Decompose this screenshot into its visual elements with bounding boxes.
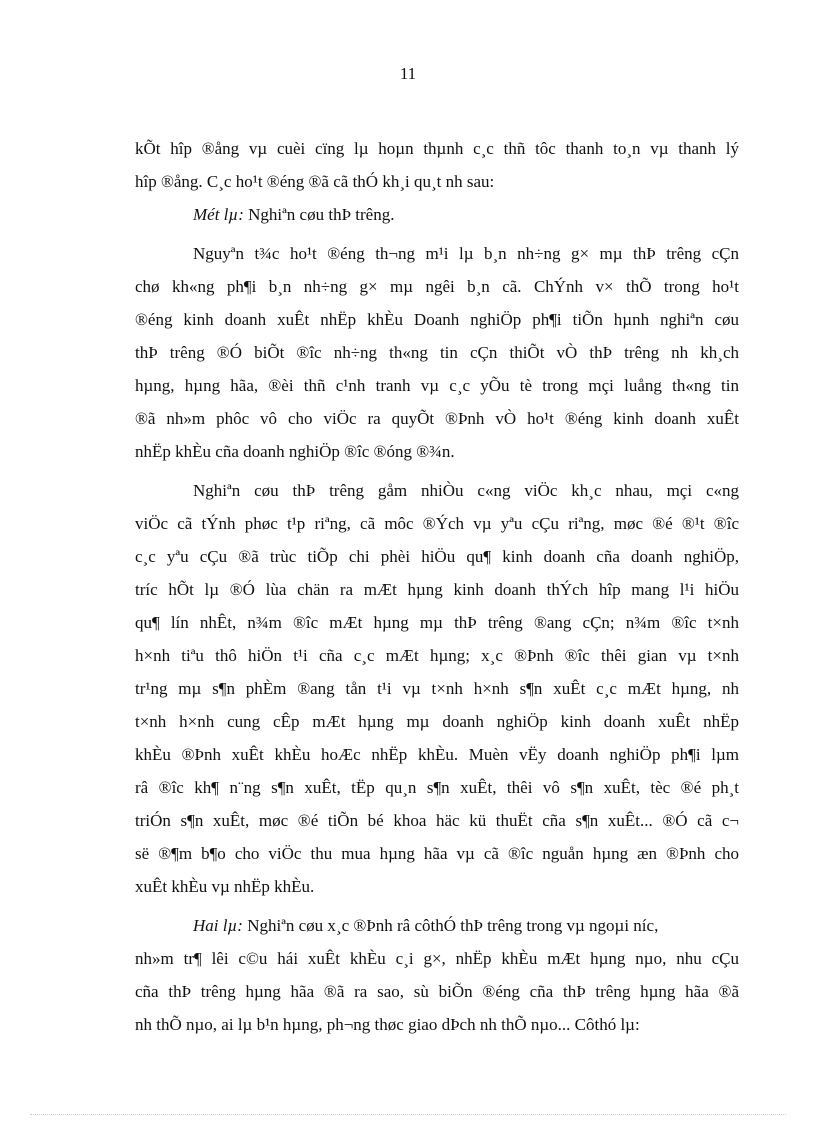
text-line: khÈu ®Þnh xuÊt khÈu hoÆc nhËp khÈu. Muèn vËy doanh nghiÖp ph¶i lµm	[135, 745, 739, 764]
text-line: tríc hÕt lµ ®Ó lùa chän ra mÆt hµng kinh doanh thÝch hîp mang l¹i hiÖu	[135, 580, 739, 599]
paragraph-lead: Hai lµ:	[193, 916, 243, 935]
text-line: qu¶ lín nhÊt, n¾m ®îc mÆt hµng mµ thÞ trêng ®ang cÇn; n¾m ®îc t×nh	[135, 613, 739, 632]
text-line-rest: Nghiªn cøu thÞ trêng.	[243, 205, 395, 224]
text-line: nhËp khÈu cña doanh nghiÖp ®îc ®óng ®¾n.	[135, 442, 455, 461]
page-number: 11	[399, 64, 417, 83]
paragraph-5	[135, 909, 739, 1041]
text-line-rest: Nghiªn cøu x¸c ®Þnh râ côthÓ thÞ trêng trong vµ ngoµi níc,	[242, 916, 659, 935]
document-body	[135, 132, 739, 1041]
text-line: Nguyªn t¾c ho¹t ®éng th¬ng m¹i lµ b¸n nh÷ng g× mµ thÞ trêng cÇn	[193, 244, 739, 263]
text-line: ®éng kinh doanh xuÊt nhËp khÈu Doanh nghiÖp ph¶i tiÕn hµnh nghiªn cøu	[135, 310, 739, 329]
text-line: së ®¶m b¶o cho viÖc thu mua hµng hãa vµ cã ®îc nguån hµng æn ®Þnh cho	[135, 844, 739, 863]
paragraph-1	[135, 132, 739, 198]
paragraph-2	[135, 198, 739, 231]
text-line: chø kh«ng ph¶i b¸n nh÷ng g× mµ ngêi b¸n cã. ChÝnh v× thÕ trong ho¹t	[135, 277, 739, 296]
paragraph-3	[135, 237, 739, 468]
text-line: t×nh h×nh cung cÊp mÆt hµng mµ doanh nghiÖp kinh doanh xuÊt nhËp	[135, 712, 739, 731]
paragraph-lead: Mét lµ:	[193, 205, 244, 224]
text-line	[135, 198, 739, 231]
text-line: râ ®îc kh¶ n¨ng s¶n xuÊt, tËp qu¸n s¶n xuÊt, thêi vô s¶n xuÊt, tèc ®é ph¸t	[135, 778, 739, 797]
text-line: xuÊt khÈu vµ nhËp khÈu.	[135, 877, 315, 896]
text-line: cña thÞ trêng hµng hãa ®ã ra sao, sù biÕn ®éng cña thÞ trêng hµng hãa ®ã	[135, 982, 739, 1001]
text-line: nh thÕ nµo, ai lµ b¹n hµng, ph¬ng thøc giao dÞch nh thÕ nµo... Côthó lµ:	[135, 1015, 640, 1034]
text-line: c¸c yªu cÇu ®ã trùc tiÕp chi phèi hiÖu qu¶ kinh doanh cña doanh nghiÖp,	[135, 547, 739, 566]
text-line: h×nh tiªu thô hiÖn t¹i cña c¸c mÆt hµng; x¸c ®Þnh ®îc thêi gian vµ t×nh	[135, 646, 739, 665]
text-line	[135, 909, 739, 942]
text-line: Nghiªn cøu thÞ trêng gåm nhiÒu c«ng viÖc kh¸c nhau, mçi c«ng	[193, 481, 739, 500]
text-line: ®ã nh»m phôc vô cho viÖc ra quyÕt ®Þnh vÒ ho¹t ®éng kinh doanh xuÊt	[135, 409, 739, 428]
paragraph-4	[135, 474, 739, 903]
text-line: hµng, hµng hãa, ®èi thñ c¹nh tranh vµ c¸c yÕu tè trong mçi luång th«ng tin	[135, 376, 739, 395]
text-line: nh»m tr¶ lêi c©u hái xuÊt khÈu c¸i g×, nhËp khÈu mÆt hµng nµo, nhu cÇu	[135, 949, 739, 968]
text-line: hîp ®ång. C¸c ho¹t ®éng ®ã cã thÓ kh¸i qu¸t nh sau:	[135, 172, 495, 191]
text-line: viÖc cã tÝnh phøc t¹p riªng, cã môc ®Ých vµ yªu cÇu riªng, møc ®é ®¹t ®îc	[135, 514, 739, 533]
text-line: kÕt hîp ®ång vµ cuèi cïng lµ hoµn thµnh c¸c thñ tôc thanh to¸n vµ thanh lý	[135, 139, 739, 158]
bottom-divider	[30, 1114, 786, 1115]
text-line: thÞ trêng ®Ó biÕt ®îc nh÷ng th«ng tin cÇn thiÕt vÒ thÞ trêng nh kh¸ch	[135, 343, 739, 362]
text-line: tr¹ng mµ s¶n phÈm ®ang tån t¹i vµ t×nh h×nh s¶n xuÊt c¸c mÆt hµng, nh	[135, 679, 739, 698]
text-line: triÓn s¶n xuÊt, møc ®é tiÕn bé khoa häc kü thuËt cña s¶n xuÊt... ®Ó cã c¬	[135, 811, 739, 830]
